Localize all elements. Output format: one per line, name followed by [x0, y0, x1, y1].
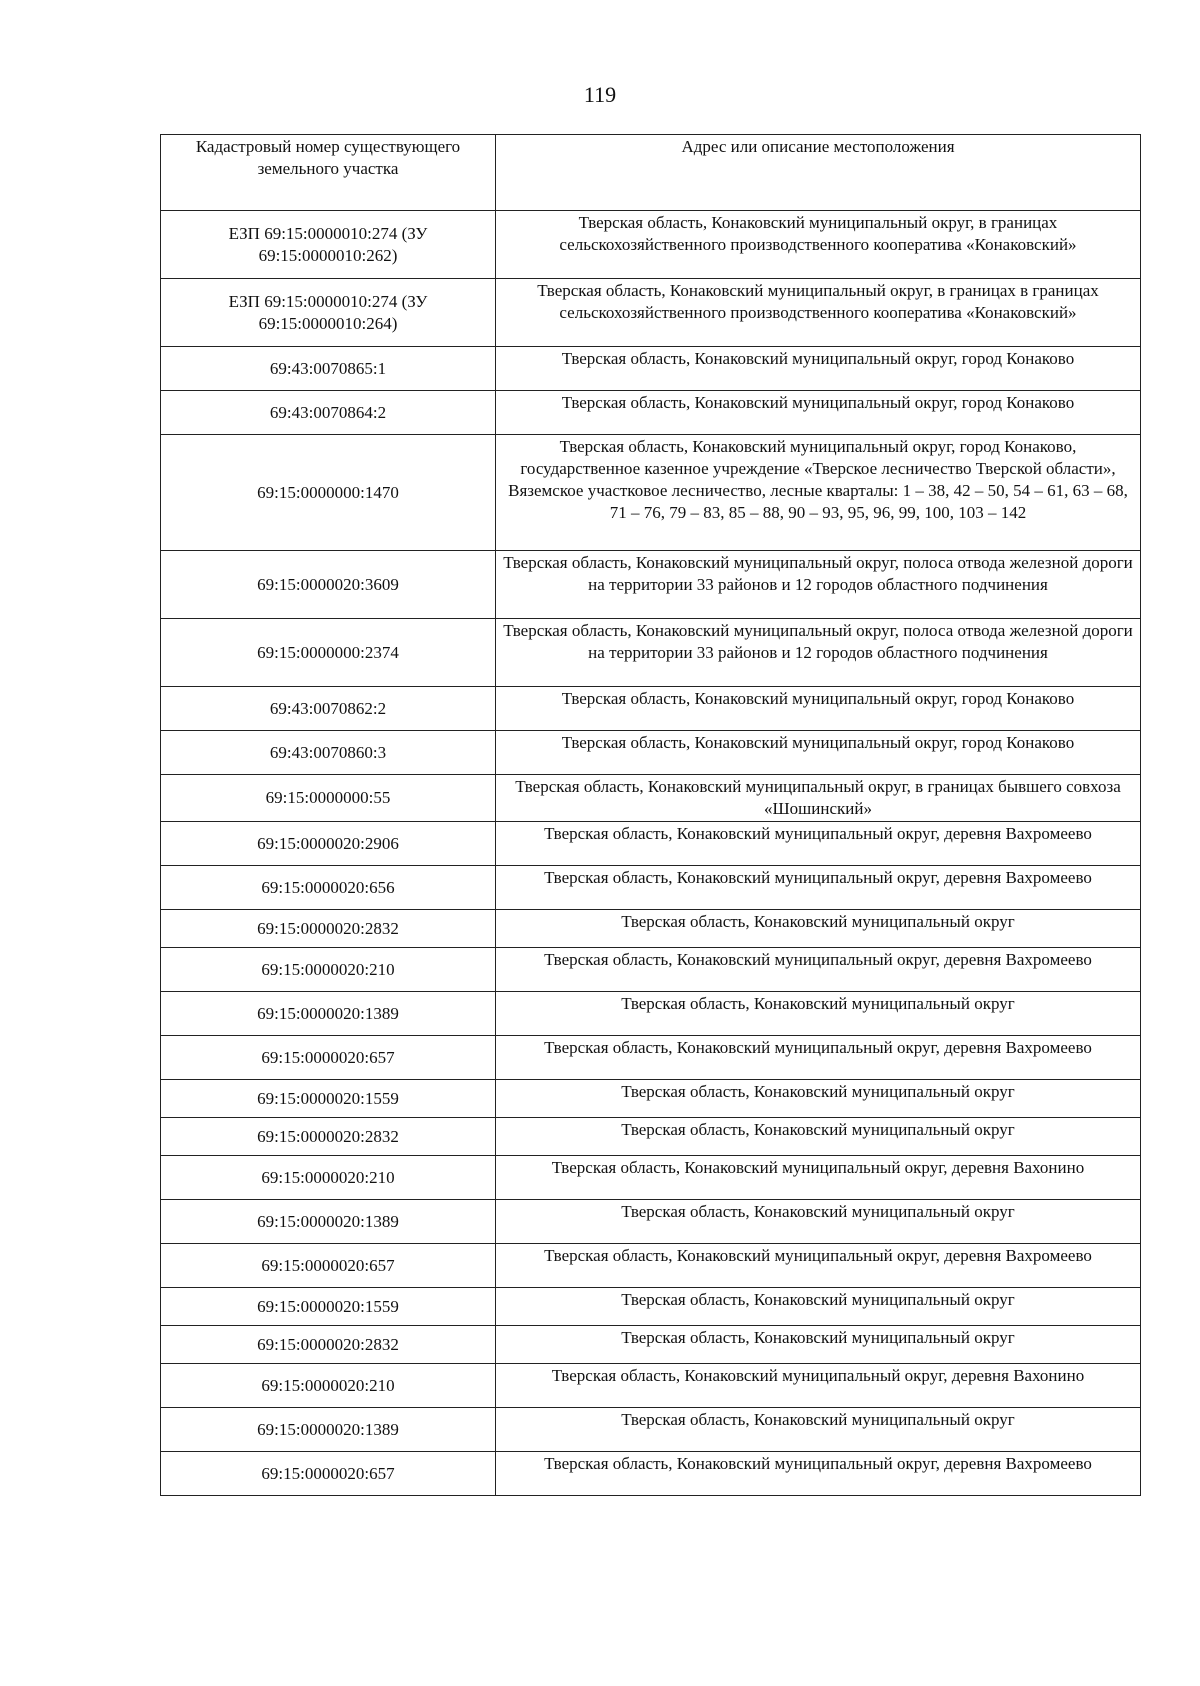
cadastral-number-cell: 69:15:0000020:1389	[161, 1408, 496, 1452]
cadastral-number-cell: 69:15:0000020:210	[161, 948, 496, 992]
table-row	[161, 1244, 1141, 1288]
page-number: 119	[583, 82, 617, 107]
address-cell: Тверская область, Конаковский муниципальный округ, деревня Вахромеево	[496, 1452, 1141, 1496]
address-cell: Тверская область, Конаковский муниципальный округ	[496, 1288, 1141, 1326]
cadastral-number-cell: 69:15:0000000:55	[161, 775, 496, 822]
table-row	[161, 619, 1141, 687]
table-header	[161, 135, 1141, 211]
cadastral-number-cell: 69:15:0000020:1559	[161, 1288, 496, 1326]
address-cell: Тверская область, Конаковский муниципальный округ, город Конаково, государственное казенное учреждение «Тверское лесничество Тверской области», Вяземское участковое лесничество, лесные кварталы: 1 – 38, 42 – 50, 54 – 61, 63 – 68, 71 – 76, 79 – 83, 85 – 88, 90 – 93, 95, 96, 99, 100, 103 – 142	[496, 435, 1141, 551]
cadastral-number-cell: 69:15:0000020:1389	[161, 1200, 496, 1244]
address-cell: Тверская область, Конаковский муниципальный округ	[496, 1080, 1141, 1118]
table-row	[161, 687, 1141, 731]
table-row	[161, 1080, 1141, 1118]
address-cell: Тверская область, Конаковский муниципальный округ, деревня Вахонино	[496, 1364, 1141, 1408]
cadastral-number-cell: 69:43:0070865:1	[161, 347, 496, 391]
table-row	[161, 435, 1141, 551]
table-row	[161, 1288, 1141, 1326]
address-cell: Тверская область, Конаковский муниципальный округ	[496, 1118, 1141, 1156]
table-row	[161, 211, 1141, 279]
table-row	[161, 866, 1141, 910]
cadastral-number-cell: 69:43:0070864:2	[161, 391, 496, 435]
table-row	[161, 822, 1141, 866]
cadastral-number-cell: ЕЗП 69:15:0000010:274 (ЗУ 69:15:0000010:264)	[161, 279, 496, 347]
address-cell: Тверская область, Конаковский муниципальный округ	[496, 1200, 1141, 1244]
address-cell: Тверская область, Конаковский муниципальный округ, в границах в границах сельскохозяйственного производственного кооператива «Конаковский»	[496, 279, 1141, 347]
address-cell: Тверская область, Конаковский муниципальный округ, деревня Вахромеево	[496, 1036, 1141, 1080]
cadastral-number-cell: 69:15:0000020:656	[161, 866, 496, 910]
cadastral-number-cell: 69:15:0000000:2374	[161, 619, 496, 687]
table-row	[161, 992, 1141, 1036]
table-row	[161, 1156, 1141, 1200]
cadastral-number-cell: 69:43:0070860:3	[161, 731, 496, 775]
table-row	[161, 775, 1141, 822]
cadastral-number-cell: 69:15:0000020:2832	[161, 1326, 496, 1364]
cadastral-number-cell: 69:15:0000020:2906	[161, 822, 496, 866]
table-row	[161, 279, 1141, 347]
table-row	[161, 551, 1141, 619]
cadastral-number-cell: 69:15:0000020:3609	[161, 551, 496, 619]
table-row	[161, 347, 1141, 391]
address-cell: Тверская область, Конаковский муниципальный округ, полоса отвода железной дороги на территории 33 районов и 12 городов областного подчинения	[496, 619, 1141, 687]
address-cell: Тверская область, Конаковский муниципальный округ, деревня Вахонино	[496, 1156, 1141, 1200]
address-cell: Тверская область, Конаковский муниципальный округ	[496, 1408, 1141, 1452]
cadastral-number-cell: 69:15:0000020:657	[161, 1452, 496, 1496]
cadastral-number-cell: 69:15:0000020:210	[161, 1364, 496, 1408]
cadastral-number-cell: ЕЗП 69:15:0000010:274 (ЗУ 69:15:0000010:262)	[161, 211, 496, 279]
cadastral-number-cell: 69:15:0000020:657	[161, 1244, 496, 1288]
address-cell: Тверская область, Конаковский муниципальный округ	[496, 1326, 1141, 1364]
address-cell: Тверская область, Конаковский муниципальный округ, деревня Вахромеево	[496, 866, 1141, 910]
cadastral-number-cell: 69:15:0000000:1470	[161, 435, 496, 551]
address-cell: Тверская область, Конаковский муниципальный округ, деревня Вахромеево	[496, 822, 1141, 866]
cadastral-number-cell: 69:15:0000020:1389	[161, 992, 496, 1036]
address-cell: Тверская область, Конаковский муниципальный округ, город Конаково	[496, 687, 1141, 731]
table-body	[161, 211, 1141, 1496]
cadastral-table	[160, 134, 1141, 1496]
address-cell: Тверская область, Конаковский муниципальный округ	[496, 992, 1141, 1036]
address-cell: Тверская область, Конаковский муниципальный округ, полоса отвода железной дороги на территории 33 районов и 12 городов областного подчинения	[496, 551, 1141, 619]
table-row	[161, 1408, 1141, 1452]
cadastral-number-cell: 69:15:0000020:2832	[161, 1118, 496, 1156]
address-cell: Тверская область, Конаковский муниципальный округ, деревня Вахромеево	[496, 948, 1141, 992]
address-cell: Тверская область, Конаковский муниципальный округ	[496, 910, 1141, 948]
cadastral-number-cell: 69:15:0000020:2832	[161, 910, 496, 948]
table-row	[161, 910, 1141, 948]
table-row	[161, 948, 1141, 992]
cadastral-number-cell: 69:15:0000020:1559	[161, 1080, 496, 1118]
cadastral-number-cell: 69:15:0000020:210	[161, 1156, 496, 1200]
address-cell: Тверская область, Конаковский муниципальный округ, город Конаково	[496, 347, 1141, 391]
table-row	[161, 1200, 1141, 1244]
table-row	[161, 391, 1141, 435]
cadastral-number-cell: 69:15:0000020:657	[161, 1036, 496, 1080]
header-address: Адрес или описание местоположения	[496, 135, 1141, 211]
address-cell: Тверская область, Конаковский муниципальный округ, в границах сельскохозяйственного производственного кооператива «Конаковский»	[496, 211, 1141, 279]
address-cell: Тверская область, Конаковский муниципальный округ, город Конаково	[496, 391, 1141, 435]
cadastral-number-cell: 69:43:0070862:2	[161, 687, 496, 731]
table-row	[161, 1036, 1141, 1080]
table-row	[161, 1326, 1141, 1364]
table-row	[161, 1364, 1141, 1408]
table-row	[161, 731, 1141, 775]
header-cadastral-number: Кадастровый номер существующего земельного участка	[161, 135, 496, 211]
address-cell: Тверская область, Конаковский муниципальный округ, город Конаково	[496, 731, 1141, 775]
address-cell: Тверская область, Конаковский муниципальный округ, в границах бывшего совхоза «Шошинский»	[496, 775, 1141, 822]
address-cell: Тверская область, Конаковский муниципальный округ, деревня Вахромеево	[496, 1244, 1141, 1288]
table-row	[161, 1452, 1141, 1496]
table-row	[161, 1118, 1141, 1156]
